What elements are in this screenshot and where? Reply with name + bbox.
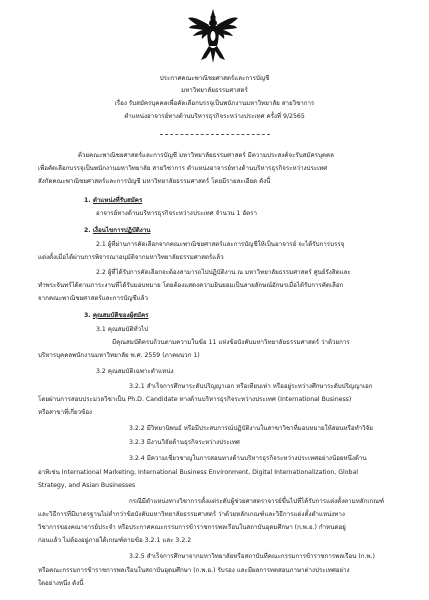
section-1-line: อาจารย์ทางด้านบริหารธุรกิจระหว่างประเทศ จำนวน 1 อัตรา [96, 210, 257, 217]
section-2-number: 2. [84, 227, 91, 234]
clause-3-1-line-1: มีคุณสมบัติครบถ้วนตามความในข้อ 11 แห่งข้อบังคับมหาวิทยาลัยธรรมศาสตร์ ว่าด้วยการ [112, 339, 350, 346]
clause-3-2-4-line-3: Strategy, and Asian Businesses [38, 482, 136, 489]
case-paragraph-line-3: วิชาการของคณาจารย์ประจำ หรือประกาศคณะกรรมการข้าราชการพลเรือนในสถาบันอุดมศึกษา (ก.พ.อ.) กำหนดอยู่ [38, 524, 346, 531]
clause-2-1-line-2: แต่งตั้งเมื่อได้ผ่านการพิจารณาอนุมัติจากมหาวิทยาลัยธรรมศาสตร์แล้ว [38, 254, 224, 261]
clause-3-2-5-line-2: หรือคณะกรรมการข้าราชการพลเรือนในสถาบันอุดมศึกษา (ก.พ.อ.) รับรอง และมีผลการทดสอบภาษาต่างประเทศอย่าง [38, 567, 350, 574]
garuda-emblem-icon [187, 8, 239, 64]
intro-line-3: สังกัดคณะพาณิชยศาสตร์และการบัญชี มหาวิทยาลัยธรรมศาสตร์ โดยมีรายละเอียด ดังนี้ [38, 178, 271, 185]
section-3-heading [84, 313, 148, 319]
section-1-title: ตำแหน่งที่รับสมัคร [92, 197, 143, 204]
clause-3-2-2-line: 3.2.2 มีวิทยานิพนธ์ หรือมีประสบการณ์ปฏิบัติงานในสาขาวิชาที่มอบหมายให้สอนหรือทำวิจัย [129, 425, 373, 432]
case-paragraph-line-2: และวิธีการที่มีมาตรฐานไม่ต่ำกว่าข้อบังคับมหาวิทยาลัยธรรมศาสตร์ ว่าด้วยหลักเกณฑ์และวิธีการแต่งตั้งตำแหน่งทาง [38, 511, 345, 518]
section-1-number: 1. [84, 197, 91, 204]
section-3-title: คุณสมบัติของผู้สมัคร [92, 312, 149, 319]
divider-rule [160, 134, 270, 135]
announcement-org: ประกาศคณะพาณิชยศาสตร์และการบัญชี [159, 75, 270, 82]
section-1-heading [84, 198, 142, 204]
clause-3-2-1-line-3: หรือสาขาที่เกี่ยวข้อง [38, 409, 93, 416]
clause-3-2-5-line-3: ใดอย่างหนึ่ง ดังนี้ [38, 580, 84, 587]
clause-3-1-heading: 3.1 คุณสมบัติทั่วไป [96, 326, 149, 333]
clause-3-2-3-line: 3.2.3 มีงานวิจัยด้านธุรกิจระหว่างประเทศ [129, 439, 240, 446]
section-2-title: เงื่อนไขการปฏิบัติงาน [92, 227, 151, 234]
section-2-heading [84, 228, 151, 234]
announcement-position: ตำแหน่งอาจารย์ทางด้านบริหารธุรกิจระหว่างประเทศ ครั้งที่ 9/2565 [124, 113, 305, 120]
clause-2-2-line-1: 2.2 ผู้ที่ได้รับการคัดเลือกจะต้องสามารถไปปฏิบัติงาน ณ มหาวิทยาลัยธรรมศาสตร์ ศูนย์รังสิตและ [96, 269, 351, 276]
clause-3-2-5-line-1: 3.2.5 สำเร็จการศึกษาจากมหาวิทยาลัยหรือสถาบันที่คณะกรรมการข้าราชการพลเรือน (ก.พ.) [129, 553, 375, 560]
clause-3-1-line-2: บริหารบุคคลพนักงานมหาวิทยาลัย พ.ศ. 2559 (ภาคผนวก 1) [38, 352, 200, 359]
clause-2-2-line-2: ทำพระจันทร์ได้ตามภาระงานที่ได้รับมอบหมาย โดยต้องแสดงความยินยอมเป็นลายลักษณ์อักษรเมื่อได้รับการคัดเลือก [38, 282, 344, 289]
clause-2-1-line-1: 2.1 ผู้ที่ผ่านการคัดเลือกจากคณะพาณิชยศาสตร์และการบัญชีให้เป็นอาจารย์ จะได้รับการบรรจุ [96, 241, 345, 248]
case-paragraph-line-1: กรณีมีตำแหน่งทางวิชาการตั้งแต่ระดับผู้ช่วยศาสตราจารย์ขึ้นไปที่ได้รับการแต่งตั้งตามหลักเกณฑ์ [129, 498, 385, 505]
section-3-number: 3. [84, 312, 91, 319]
clause-3-2-1-line-1: 3.2.1 สำเร็จการศึกษาระดับปริญญาเอก หรือเทียบเท่า หรืออยู่ระหว่างศึกษาระดับปริญญาเอก [129, 383, 373, 390]
clause-3-2-4-line-2: อาทิเช่น International Marketing, International Business Environment, Digital Internationalization, Global [38, 469, 358, 476]
clause-3-2-1-line-2: โดยผ่านการสอบประมวลวิชาเป็น Ph.D. Candidate ทางด้านบริหารธุรกิจระหว่างประเทศ (International Business) [38, 396, 352, 403]
clause-3-2-4-line-1: 3.2.4 มีความเชี่ยวชาญในการสอนทางด้านบริหารธุรกิจระหว่างประเทศอย่างน้อยหนึ่งด้าน [129, 455, 367, 462]
announcement-university: มหาวิทยาลัยธรรมศาสตร์ [181, 87, 248, 94]
announcement-subject: เรื่อง รับสมัครบุคคลเพื่อคัดเลือกบรรจุเป็นพนักงานมหาวิทยาลัย สายวิชาการ [114, 100, 315, 107]
case-paragraph-line-4: ก่อนแล้ว ไม่ต้องอยู่ภายใต้เกณฑ์ตามข้อ 3.2.1 และ 3.2.2 [38, 537, 192, 544]
clause-3-2-heading: 3.2 คุณสมบัติเฉพาะตำแหน่ง [96, 368, 174, 375]
clause-2-2-line-3: จากคณะพาณิชยศาสตร์และการบัญชีแล้ว [38, 295, 148, 302]
intro-line-1: ด้วยคณะพาณิชยศาสตร์และการบัญชี มหาวิทยาลัยธรรมศาสตร์ มีความประสงค์จะรับสมัครบุคคล [78, 152, 334, 159]
intro-line-2: เพื่อคัดเลือกบรรจุเป็นพนักงานมหาวิทยาลัย สายวิชาการ ตำแหน่งอาจารย์ทางด้านบริหารธุรกิจระหว่างประเทศ [38, 165, 328, 172]
